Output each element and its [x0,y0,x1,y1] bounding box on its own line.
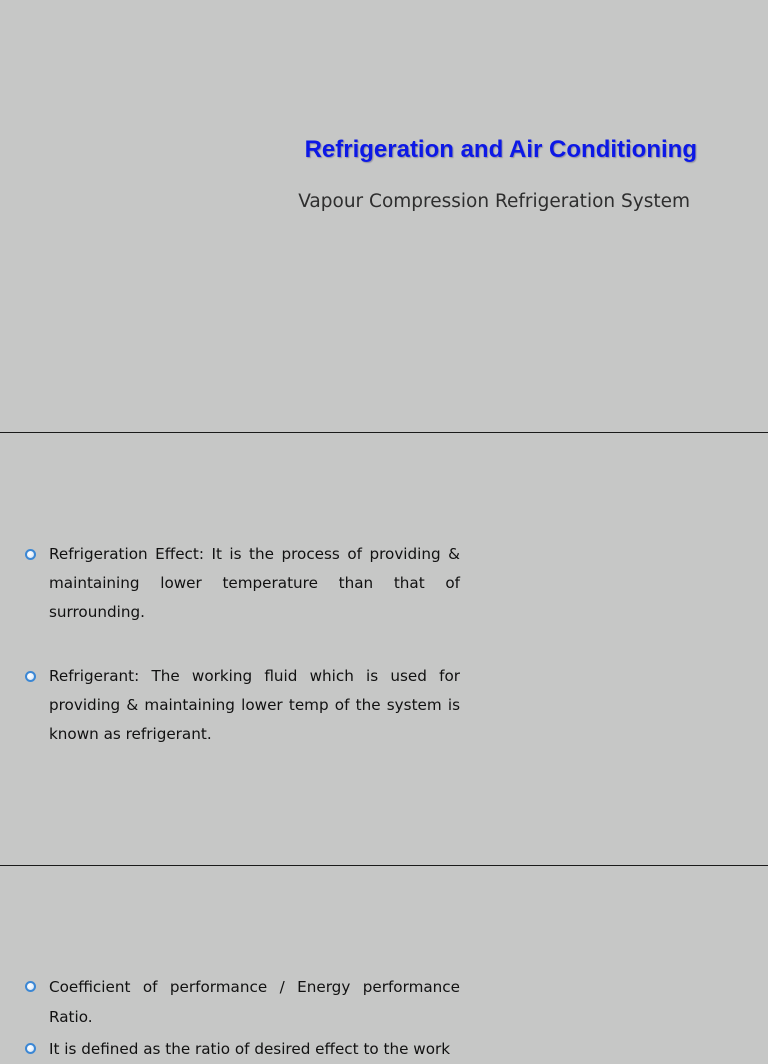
bullet-text: Coefficient of performance / Energy performance Ratio. [49,978,460,1026]
definitions-slide [0,433,768,865]
title-slide [0,0,768,432]
bullet-item-refrigeration-effect [0,540,460,627]
slide-subtitle: Vapour Compression Refrigeration System [298,191,690,212]
bullet-list [0,972,460,1064]
circle-bullet-icon [25,549,36,560]
bullet-text: It is defined as the ratio of desired effect to the work [49,1040,451,1058]
bullet-item-cop-definition [0,1034,460,1064]
slide-title: Refrigeration and Air Conditioning [304,136,697,163]
cop-slide [0,866,768,1058]
bullet-item-cop [0,972,460,1032]
bullet-text: Refrigerant: The working fluid which is used for providing & maintaining lower temp of the system is known as refrigerant. [49,667,460,743]
bullet-text: Refrigeration Effect: It is the process of providing & maintaining lower temperature than that of surrounding. [49,545,460,621]
bullet-list [0,540,460,749]
circle-bullet-icon [25,1043,36,1054]
circle-bullet-icon [25,671,36,682]
bullet-item-refrigerant [0,662,460,749]
circle-bullet-icon [25,981,36,992]
